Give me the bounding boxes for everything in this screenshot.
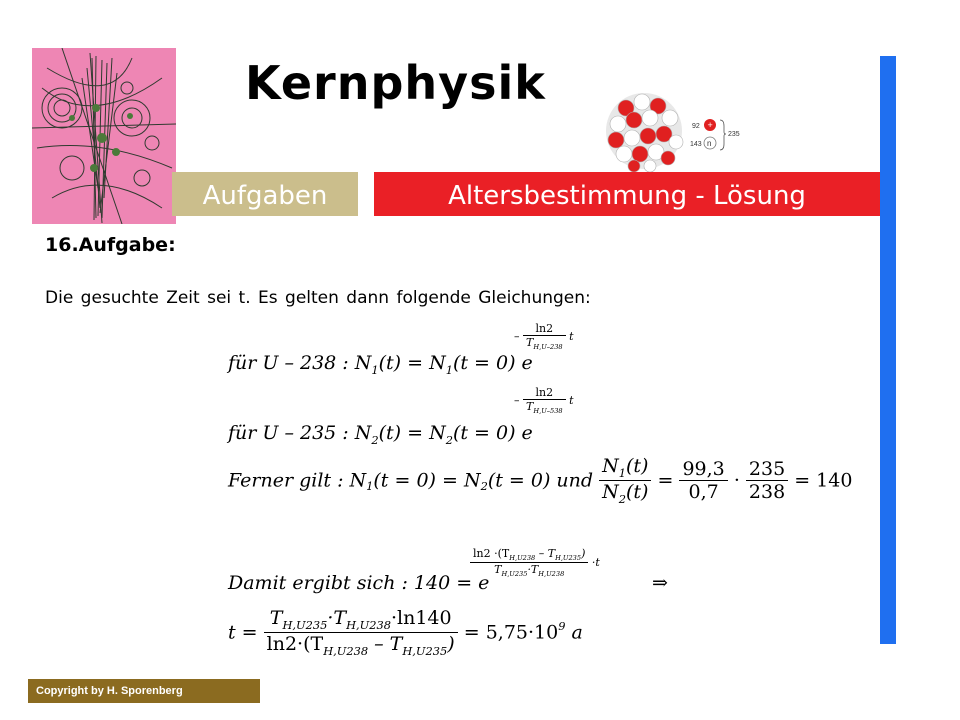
neutron-count-label: 143: [690, 141, 702, 148]
intro-text: Die gesuchte Zeit sei t. Es gelten dann folgende Gleichungen:: [45, 288, 591, 308]
bubble-chamber-image: [32, 48, 176, 224]
equation-u238-decay: für U – 238 : $N_1(t) = N_1(t = 0)$ e: [228, 352, 533, 377]
atom-nucleus-logo: [604, 88, 754, 174]
proton-count-label: 92: [692, 123, 700, 130]
equation-ratio: Ferner gilt : $N_1(t = 0) = N_2(t = 0)$ und $\frac{N_1(t)}{N_2(t)}$ = $\frac{99,3}{0,7}$ · $\frac{235}{238}$ = 140: [228, 455, 853, 506]
n-symbol-icon: n: [707, 139, 712, 148]
tab-aufgaben[interactable]: Aufgaben: [172, 172, 358, 216]
task-heading: 16.Aufgabe:: [45, 234, 176, 256]
equation-u235-decay: für U – 235 : $N_2(t) = N_2(t = 0)$ e: [228, 422, 533, 447]
copyright-label: Copyright by H. Sporenberg: [28, 679, 260, 703]
equation-result-time: t = $\frac{T_{H,U235}\cdot T_{H,U238}\cdot\ln 140}{\ln 2\cdot(T_{H,U238} - T_{H,U235})}$ = $5,75\cdot 10^9$ a: [228, 607, 583, 658]
brace-icon: [720, 120, 726, 150]
mass-number-label: 235: [728, 131, 740, 138]
nucleus-icon: [606, 93, 683, 172]
equation-u235-exponent: – $\frac{\ln 2}{T_{H,U-538}}$ t: [514, 386, 574, 416]
side-accent-bar: [880, 56, 896, 644]
equation-combined-exponent: $\frac{\ln 2 \cdot(T_{H,U238} - T_{H,U235})}{T_{H,U235}\cdot T_{H,U238}}$ ·t: [470, 547, 600, 578]
tab-altersbestimmung-loesung[interactable]: Altersbestimmung - Lösung: [374, 172, 880, 216]
implies-arrow-icon: ⇒: [652, 572, 668, 594]
plus-icon: +: [707, 120, 713, 130]
equation-combined: Damit ergibt sich : 140 = e: [228, 572, 490, 594]
page-title: Kernphysik: [245, 56, 546, 110]
equation-u238-exponent: – $\frac{\ln 2}{T_{H,U-238}}$ t: [514, 322, 574, 352]
